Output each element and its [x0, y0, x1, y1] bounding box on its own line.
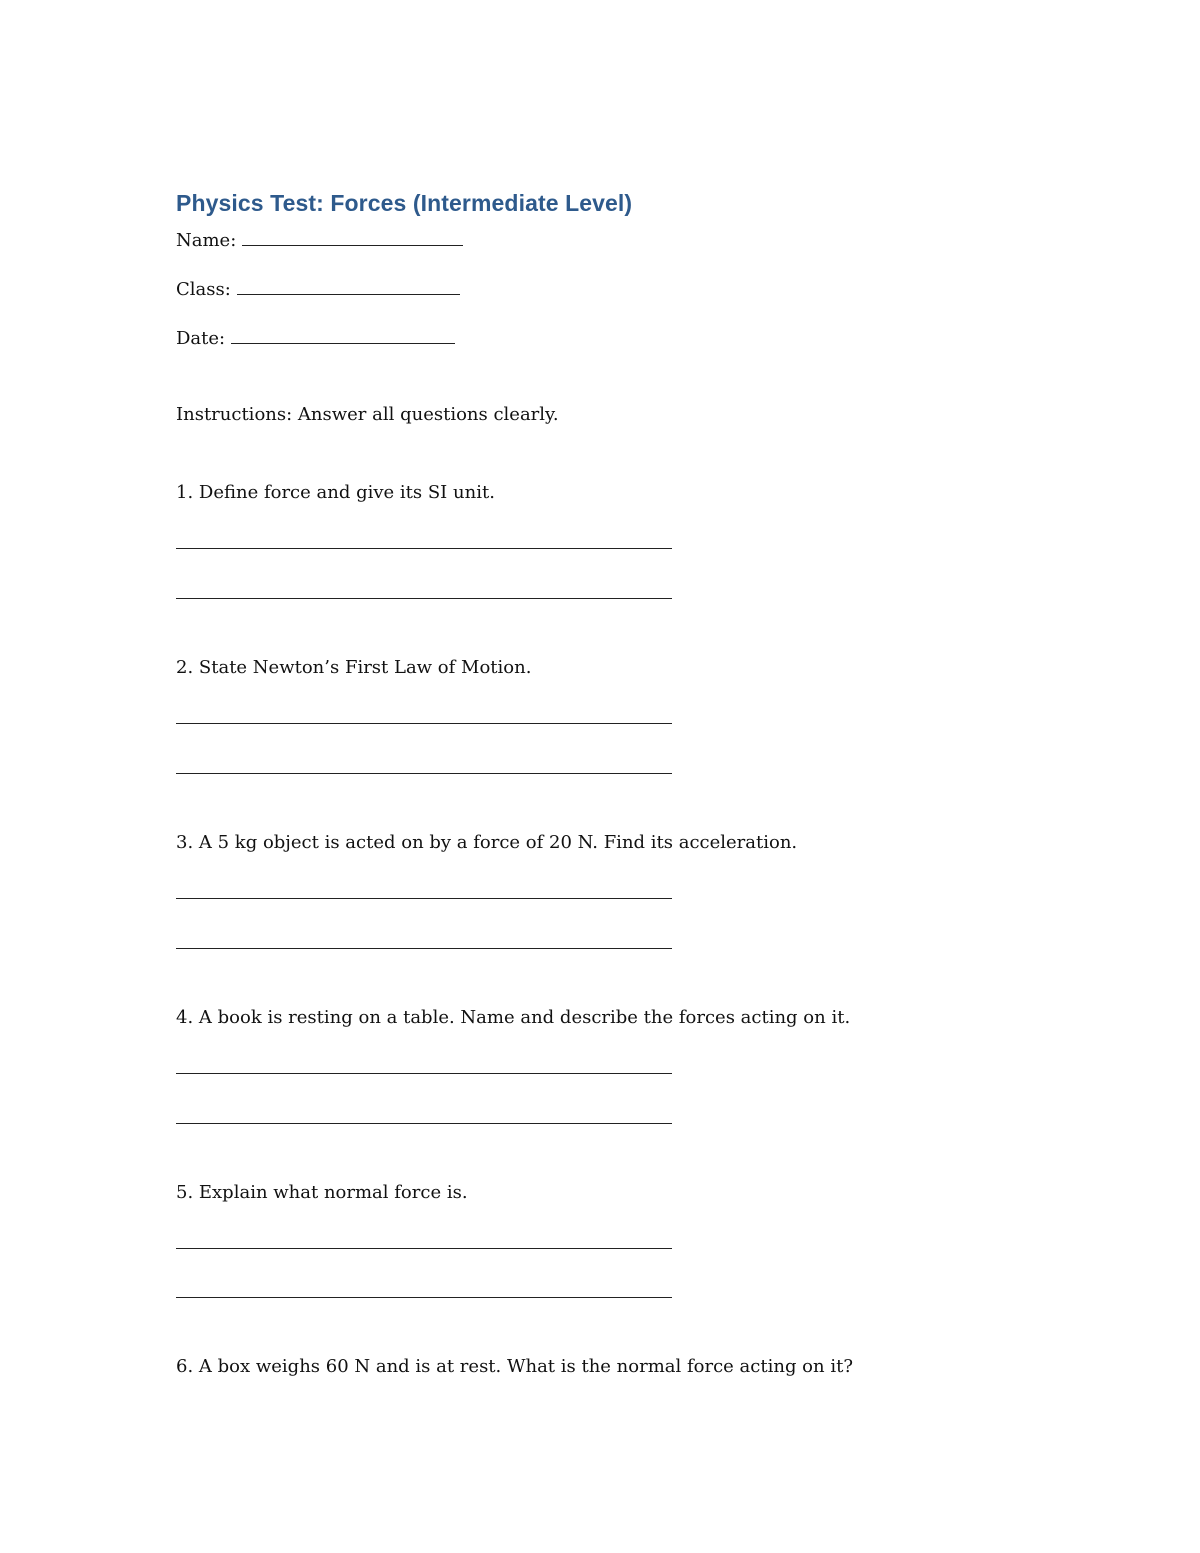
answer-line-3b[interactable]	[176, 948, 672, 949]
name-label: Name:	[176, 230, 237, 251]
question-3: 3. A 5 kg object is acted on by a force of 20 N. Find its acceleration.	[176, 832, 798, 853]
question-6: 6. A box weighs 60 N and is at rest. What is the normal force acting on it?	[176, 1356, 853, 1377]
answer-line-4a[interactable]	[176, 1073, 672, 1074]
date-blank[interactable]	[231, 327, 455, 344]
answer-line-4b[interactable]	[176, 1123, 672, 1124]
answer-line-5a[interactable]	[176, 1248, 672, 1249]
name-blank[interactable]	[242, 229, 463, 246]
answer-line-2a[interactable]	[176, 723, 672, 724]
answer-line-5b[interactable]	[176, 1297, 672, 1298]
class-field	[176, 278, 460, 301]
date-label: Date:	[176, 328, 226, 349]
name-field	[176, 229, 463, 252]
date-field	[176, 327, 455, 350]
question-4: 4. A book is resting on a table. Name and describe the forces acting on it.	[176, 1007, 851, 1028]
class-blank[interactable]	[237, 278, 460, 295]
answer-line-3a[interactable]	[176, 898, 672, 899]
class-label: Class:	[176, 279, 231, 300]
question-2: 2. State Newton’s First Law of Motion.	[176, 657, 532, 678]
answer-line-1b[interactable]	[176, 598, 672, 599]
question-5: 5. Explain what normal force is.	[176, 1182, 468, 1203]
answer-line-2b[interactable]	[176, 773, 672, 774]
answer-line-1a[interactable]	[176, 548, 672, 549]
page-title: Physics Test: Forces (Intermediate Level)	[176, 190, 633, 216]
instructions: Instructions: Answer all questions clearly.	[176, 404, 559, 425]
question-1: 1. Define force and give its SI unit.	[176, 482, 495, 503]
